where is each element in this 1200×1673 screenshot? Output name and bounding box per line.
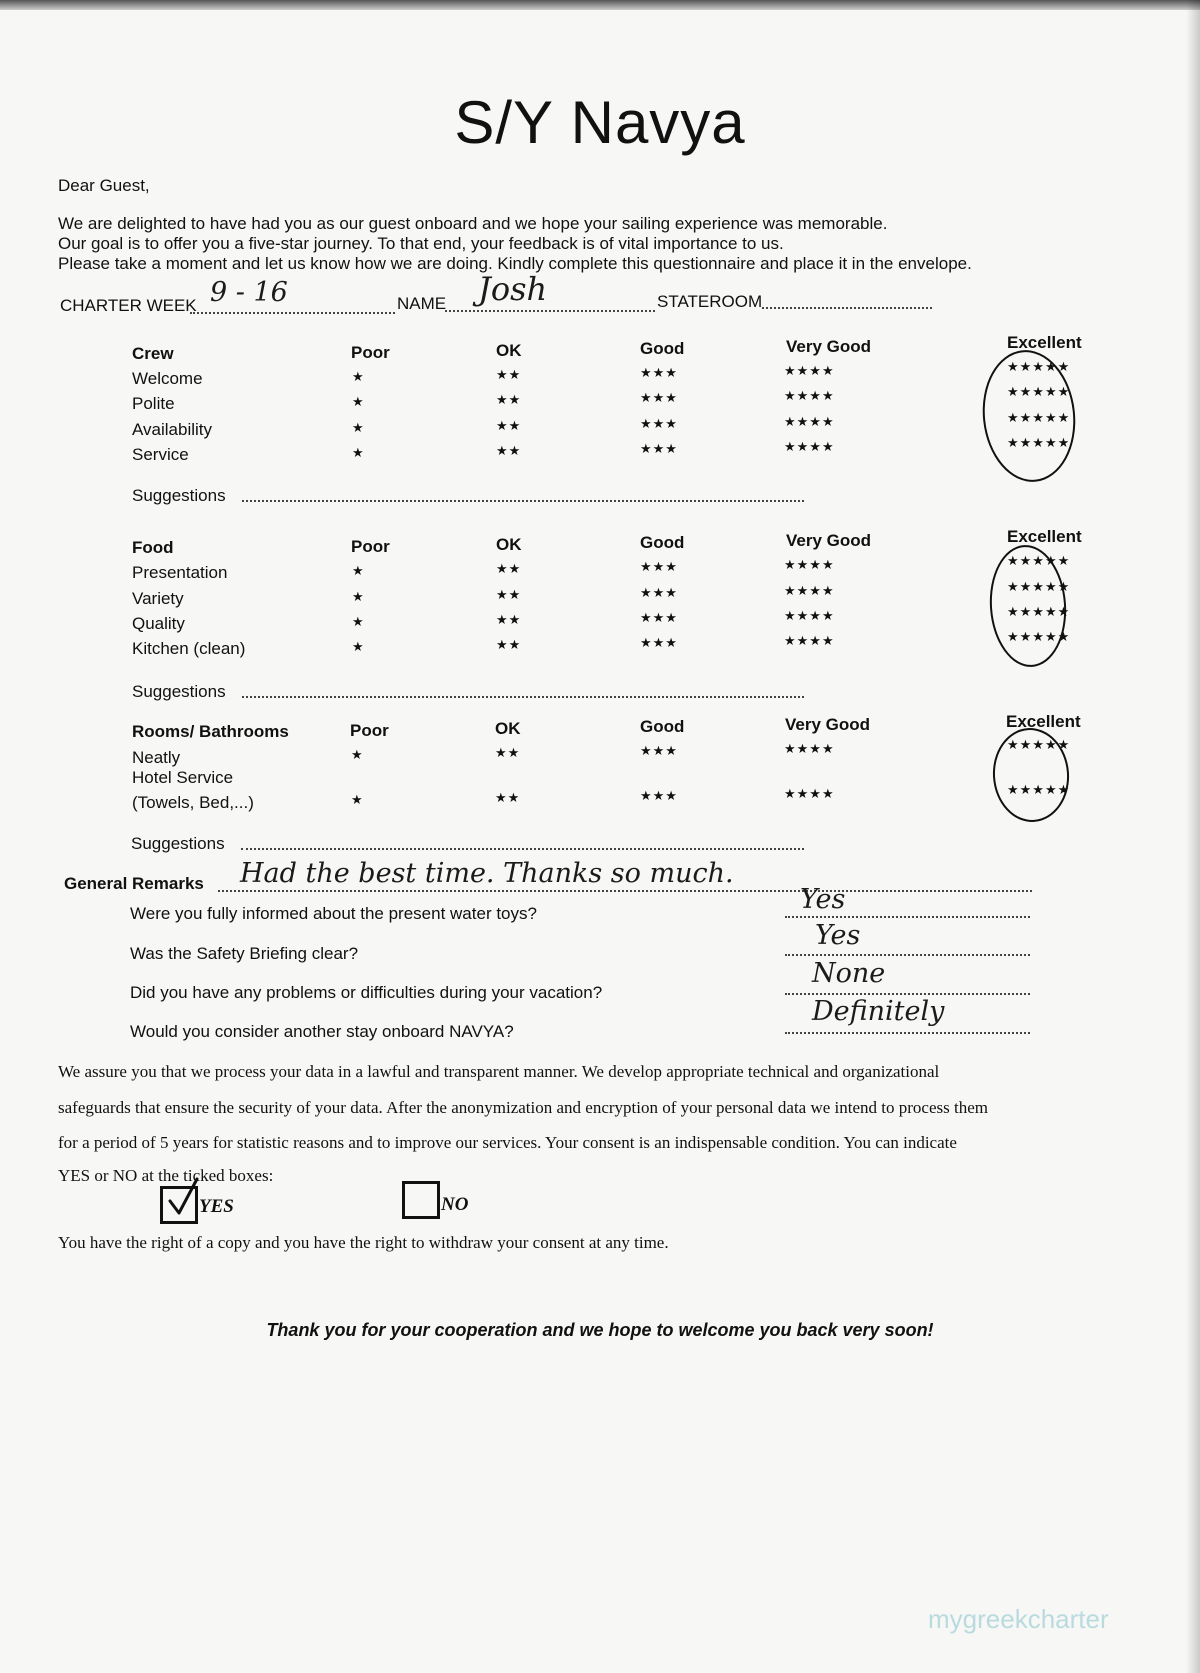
col-excellent: Excellent	[1007, 333, 1082, 352]
rooms-item-towels-bed: (Towels, Bed,...)	[132, 793, 254, 812]
star-excellent[interactable]: ★★★★★	[1007, 436, 1071, 451]
food-item-kitchen: Kitchen (clean)	[132, 639, 246, 658]
col-good: Good	[640, 339, 685, 358]
star-very-good[interactable]: ★★★★	[784, 389, 835, 404]
star-good[interactable]: ★★★	[640, 789, 678, 804]
col-excellent: Excellent	[1006, 712, 1081, 731]
privacy-line-4: YES or NO at the ticked boxes:	[58, 1166, 274, 1185]
crew-heading: Crew	[132, 344, 174, 363]
col-excellent: Excellent	[1007, 527, 1082, 546]
star-ok[interactable]: ★★	[496, 638, 522, 653]
star-poor[interactable]: ★	[352, 395, 365, 410]
charter-week-field[interactable]: 9 - 16	[210, 277, 288, 308]
col-poor: Poor	[351, 343, 390, 362]
star-good[interactable]: ★★★	[640, 560, 678, 575]
consent-yes-label: YES	[199, 1196, 234, 1217]
privacy-line-3: for a period of 5 years for statistic reasons and to improve our services. Your consent is an indispensable condition. You can indicate	[58, 1133, 957, 1152]
crew-item-welcome: Welcome	[132, 369, 203, 388]
name-line	[445, 310, 655, 312]
food-suggestions-label: Suggestions	[132, 682, 226, 701]
answer-line	[785, 954, 1030, 956]
star-good[interactable]: ★★★	[640, 366, 678, 381]
star-good[interactable]: ★★★	[640, 744, 678, 759]
answer-problems[interactable]: None	[812, 958, 886, 989]
rooms-item-neatly: Neatly	[132, 748, 181, 767]
stateroom-line	[762, 307, 932, 309]
rooms-item-hotel-service: Hotel Service	[132, 768, 234, 787]
food-item-variety: Variety	[132, 589, 184, 608]
star-very-good[interactable]: ★★★★	[784, 787, 835, 802]
intro-line-2: Our goal is to offer you a five-star journey. To that end, your feedback is of vital importance to us.	[58, 234, 784, 253]
general-remarks-label: General Remarks	[64, 874, 204, 893]
star-poor[interactable]: ★	[352, 421, 365, 436]
star-poor[interactable]: ★	[352, 615, 365, 630]
charter-week-label: CHARTER WEEK	[60, 296, 197, 315]
charter-week-line	[190, 312, 395, 314]
star-ok[interactable]: ★★	[496, 588, 522, 603]
star-very-good[interactable]: ★★★★	[784, 415, 835, 430]
star-poor[interactable]: ★	[352, 446, 365, 461]
page-title: S/Y Navya	[454, 89, 746, 156]
privacy-line-1: We assure you that we process your data in a lawful and transparent manner. We develop appropriate technical and organizational	[58, 1062, 940, 1081]
star-poor[interactable]: ★	[352, 640, 365, 655]
answer-line	[785, 993, 1030, 995]
star-poor[interactable]: ★	[352, 370, 365, 385]
star-good[interactable]: ★★★	[640, 391, 678, 406]
col-good: Good	[640, 717, 685, 736]
star-ok[interactable]: ★★	[496, 613, 522, 628]
star-very-good[interactable]: ★★★★	[784, 558, 835, 573]
rooms-suggestions-line	[241, 848, 804, 850]
intro-line-3: Please take a moment and let us know how we are doing. Kindly complete this questionnaire and place it in the envelope.	[58, 254, 972, 273]
food-heading: Food	[132, 538, 174, 557]
col-very-good: Very Good	[786, 531, 872, 550]
answer-another-stay[interactable]: Definitely	[812, 996, 945, 1027]
star-excellent[interactable]: ★★★★★	[1007, 738, 1071, 753]
consent-no-label: NO	[441, 1194, 469, 1215]
star-excellent[interactable]: ★★★★★	[1007, 580, 1071, 595]
consent-yes-checkbox[interactable]	[160, 1186, 198, 1224]
star-good[interactable]: ★★★	[640, 636, 678, 651]
col-poor: Poor	[351, 537, 390, 556]
star-excellent[interactable]: ★★★★★	[1007, 554, 1071, 569]
crew-item-availability: Availability	[132, 420, 213, 439]
star-excellent[interactable]: ★★★★★	[1007, 360, 1071, 375]
col-good: Good	[640, 533, 685, 552]
greeting: Dear Guest,	[58, 176, 150, 195]
food-item-quality: Quality	[132, 614, 185, 633]
star-good[interactable]: ★★★	[640, 442, 678, 457]
star-good[interactable]: ★★★	[640, 586, 678, 601]
stateroom-label: STATEROOM	[657, 292, 763, 311]
star-ok[interactable]: ★★	[496, 562, 522, 577]
star-excellent[interactable]: ★★★★★	[1007, 385, 1071, 400]
question-safety-briefing: Was the Safety Briefing clear?	[130, 944, 359, 963]
name-label: NAME	[397, 294, 447, 313]
star-poor[interactable]: ★	[351, 748, 364, 763]
answer-line	[785, 1032, 1030, 1034]
crew-suggestions-line	[242, 500, 804, 502]
star-ok[interactable]: ★★	[495, 746, 521, 761]
intro-line-1: We are delighted to have had you as our guest onboard and we hope your sailing experience was memorable.	[58, 214, 888, 233]
star-poor[interactable]: ★	[351, 793, 364, 808]
consent-no-checkbox[interactable]	[402, 1181, 440, 1219]
star-ok[interactable]: ★★	[495, 791, 521, 806]
general-remarks-line	[218, 890, 1032, 892]
star-poor[interactable]: ★	[352, 564, 365, 579]
crew-item-service: Service	[132, 445, 189, 464]
star-ok[interactable]: ★★	[496, 393, 522, 408]
star-very-good[interactable]: ★★★★	[784, 742, 835, 757]
col-poor: Poor	[350, 721, 389, 740]
star-ok[interactable]: ★★	[496, 419, 522, 434]
crew-suggestions-label: Suggestions	[132, 486, 226, 505]
rooms-suggestions-label: Suggestions	[131, 834, 225, 853]
star-very-good[interactable]: ★★★★	[784, 584, 835, 599]
star-excellent[interactable]: ★★★★★	[1007, 605, 1071, 620]
col-very-good: Very Good	[785, 715, 871, 734]
food-item-presentation: Presentation	[132, 563, 228, 582]
rooms-heading: Rooms/ Bathrooms	[132, 722, 289, 741]
col-ok: OK	[496, 535, 522, 554]
star-poor[interactable]: ★	[352, 590, 365, 605]
star-good[interactable]: ★★★	[640, 417, 678, 432]
star-very-good[interactable]: ★★★★	[784, 440, 835, 455]
crew-item-polite: Polite	[132, 394, 175, 413]
star-very-good[interactable]: ★★★★	[784, 634, 835, 649]
col-very-good: Very Good	[786, 337, 872, 356]
answer-line	[785, 916, 1030, 918]
scan-right-edge	[1186, 0, 1200, 1673]
star-ok[interactable]: ★★	[496, 444, 522, 459]
star-excellent[interactable]: ★★★★★	[1007, 411, 1071, 426]
food-suggestions-line	[242, 696, 804, 698]
closing-message: Thank you for your cooperation and we hope to welcome you back very soon!	[266, 1320, 934, 1340]
star-ok[interactable]: ★★	[496, 368, 522, 383]
star-very-good[interactable]: ★★★★	[784, 364, 835, 379]
question-another-stay: Would you consider another stay onboard NAVYA?	[130, 1022, 514, 1041]
scan-top-edge	[0, 0, 1200, 10]
star-excellent[interactable]: ★★★★★	[1007, 630, 1071, 645]
watermark-logo: mygreekcharter	[928, 1604, 1109, 1634]
col-ok: OK	[495, 719, 521, 738]
general-remarks-field[interactable]: Had the best time. Thanks so much.	[240, 858, 734, 889]
question-problems: Did you have any problems or difficulties during your vacation?	[130, 983, 603, 1002]
star-very-good[interactable]: ★★★★	[784, 609, 835, 624]
star-good[interactable]: ★★★	[640, 611, 678, 626]
name-field[interactable]: Josh	[478, 270, 548, 308]
question-water-toys: Were you fully informed about the present water toys?	[130, 904, 537, 923]
star-excellent[interactable]: ★★★★★	[1007, 783, 1071, 798]
privacy-line-2: safeguards that ensure the security of your data. After the anonymization and encryption of your personal data we intend to process them	[58, 1098, 988, 1117]
answer-safety-briefing[interactable]: Yes	[815, 920, 861, 951]
col-ok: OK	[496, 341, 522, 360]
rights-text: You have the right of a copy and you have the right to withdraw your consent at any time.	[58, 1233, 669, 1252]
answer-water-toys[interactable]: Yes	[800, 884, 846, 915]
